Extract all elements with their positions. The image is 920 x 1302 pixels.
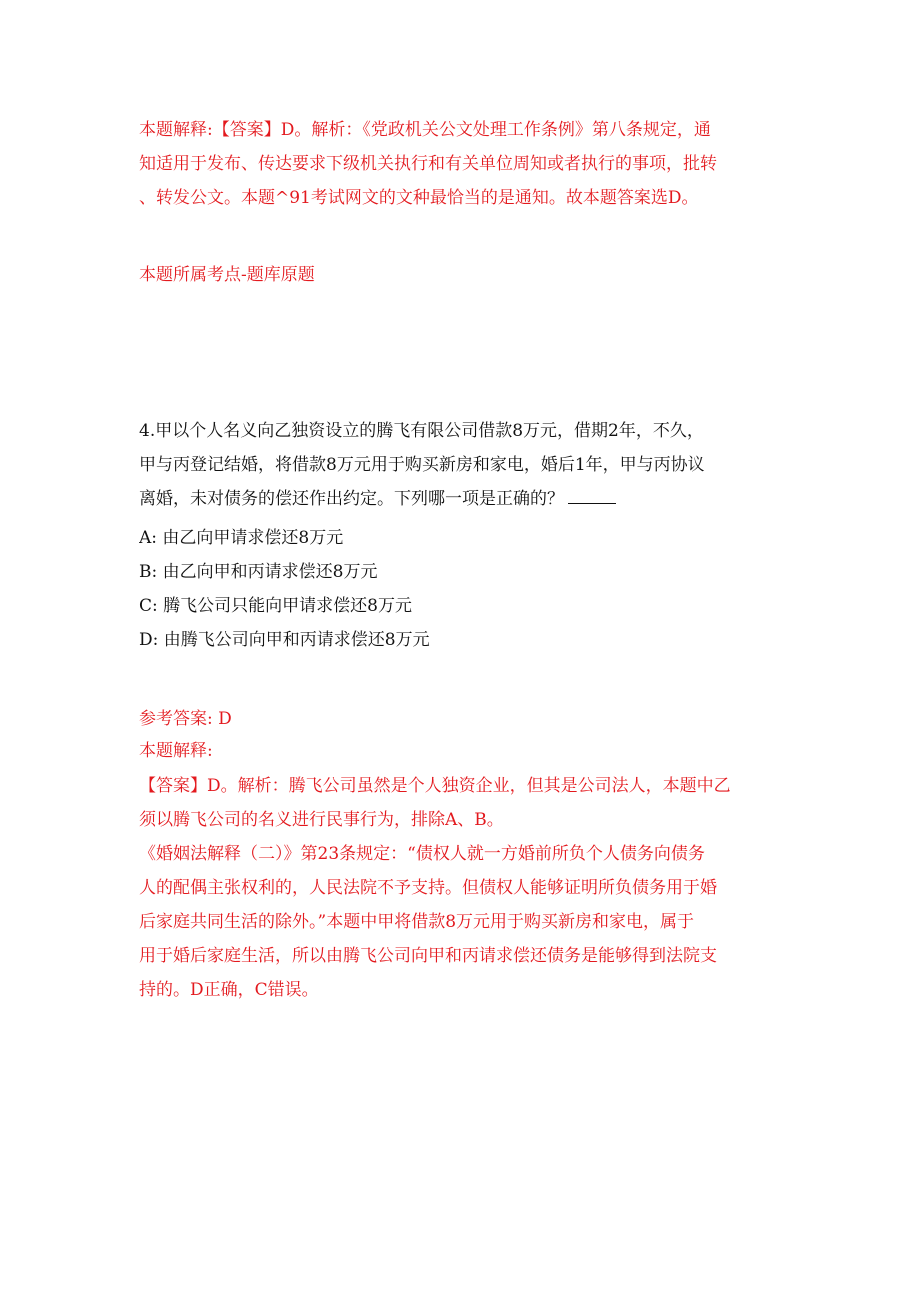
answer-explanation-line: 人的配偶主张权利的，人民法院不予支持。但债权人能够证明所负债务用于婚 — [139, 878, 717, 898]
prev-category — [139, 258, 781, 292]
explanation-label: 本题解释: — [139, 741, 213, 761]
option-a: A: 由乙向甲请求偿还8万元 — [139, 528, 344, 548]
question-stem — [139, 414, 781, 516]
question-stem-line — [139, 482, 781, 516]
answer-blank — [568, 487, 616, 504]
prev-category-text: 本题所属考点-题库原题 — [139, 265, 315, 285]
answer-explanation-line: 【答案】D。解析：腾飞公司虽然是个人独资企业，但其是公司法人，本题中乙 — [139, 776, 731, 796]
reference-answer: 参考答案: D — [139, 709, 232, 729]
prev-explanation-line: 本题解释:【答案】D。解析：《党政机关公文处理工作条例》第八条规定，通 — [139, 120, 711, 140]
option-c: C: 腾飞公司只能向甲请求偿还8万元 — [139, 596, 412, 616]
answer-explanation-line: 后家庭共同生活的除外。”本题中甲将借款8万元用于购买新房和家电，属于 — [139, 912, 695, 932]
question-stem-line-text: 离婚，未对债务的偿还作出约定。下列哪一项是正确的？ — [139, 489, 564, 509]
answer-explanation-line: 持的。D正确，C错误。 — [139, 980, 319, 1000]
question-stem-line: 甲与丙登记结婚，将借款8万元用于购买新房和家电，婚后1年，甲与丙协议 — [139, 455, 705, 475]
option-b: B: 由乙向甲和丙请求偿还8万元 — [139, 562, 378, 582]
prev-explanation-line: 、转发公文。本题^91考试网文的文种最恰当的是通知。故本题答案选D。 — [139, 188, 699, 208]
answer-explanation-line: 用于婚后家庭生活，所以由腾飞公司向甲和丙请求偿还债务是能够得到法院支 — [139, 946, 717, 966]
prev-explanation — [139, 113, 781, 215]
answer-explanation-line: 《婚姻法解释（二）》第23条规定：“债权人就一方婚前所负个人债务向债务 — [139, 844, 705, 864]
answer-section — [139, 703, 781, 767]
option-d: D: 由腾飞公司向甲和丙请求偿还8万元 — [139, 630, 430, 650]
answer-explanation-line: 须以腾飞公司的名义进行民事行为，排除A、B。 — [139, 810, 504, 830]
question-stem-line: 4.甲以个人名义向乙独资设立的腾飞有限公司借款8万元，借期2年，不久， — [139, 421, 704, 441]
prev-explanation-line: 知适用于发布、传达要求下级机关执行和有关单位周知或者执行的事项，批转 — [139, 154, 717, 174]
question-options — [139, 521, 781, 657]
answer-explanation — [139, 769, 781, 1007]
